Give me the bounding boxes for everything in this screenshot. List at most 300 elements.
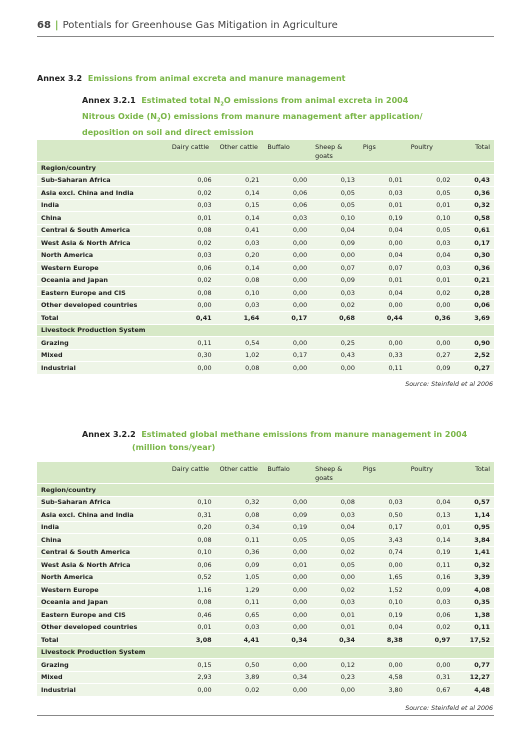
row-label: Total [37, 312, 168, 325]
cell-value: 0,11 [454, 621, 494, 634]
cell-value: 0,00 [263, 584, 311, 597]
cell-value: 0,14 [407, 534, 455, 547]
cell-value: 0,00 [263, 174, 311, 187]
cell-value: 0,03 [311, 596, 359, 609]
cell-value: 0,00 [311, 571, 359, 584]
cell-value: 0,31 [407, 671, 455, 684]
cell-value: 0,09 [263, 509, 311, 522]
cell-value: 1,14 [454, 509, 494, 522]
cell-value: 0,00 [263, 659, 311, 672]
cell-value: 0,15 [168, 659, 216, 672]
cell-value: 0,07 [359, 262, 407, 275]
cell-value: 0,65 [216, 609, 264, 622]
table1-title-l2-sub: 2 [156, 117, 161, 124]
cell-value: 0,28 [454, 287, 494, 300]
cell-value: 0,10 [168, 496, 216, 509]
cell-value: 0,06 [454, 299, 494, 312]
table-row [37, 571, 494, 584]
cell-value: 0,00 [263, 621, 311, 634]
header-row [37, 462, 494, 484]
cell-value: 0,05 [311, 187, 359, 200]
cell-value: 0,09 [407, 362, 455, 375]
table-row [37, 312, 494, 325]
table1 [37, 140, 494, 375]
cell-value: 0,01 [168, 212, 216, 225]
footer-rule [37, 715, 494, 716]
cell-value: 0,30 [168, 349, 216, 362]
row-label: Western Europe [37, 262, 168, 275]
cell-value: 0,30 [454, 249, 494, 262]
cell-value: 0,08 [216, 274, 264, 287]
row-label: North America [37, 249, 168, 262]
cell-value: 0,34 [263, 634, 311, 647]
cell-value: 0,03 [216, 299, 264, 312]
cell-value: 0,00 [359, 559, 407, 572]
header-separator: | [54, 20, 59, 31]
cell-value: 0,34 [216, 521, 264, 534]
row-label: Oceania and Japan [37, 274, 168, 287]
cell-value: 3,80 [359, 684, 407, 697]
column-header: Buffalo [263, 462, 311, 484]
cell-value: 8,38 [359, 634, 407, 647]
cell-value: 0,02 [407, 621, 455, 634]
table-row [37, 237, 494, 250]
cell-value: 0,04 [359, 621, 407, 634]
cell-value: 0,95 [454, 521, 494, 534]
cell-value: 0,06 [168, 559, 216, 572]
cell-value: 0,05 [407, 224, 455, 237]
cell-value: 0,12 [311, 659, 359, 672]
cell-value: 0,08 [168, 224, 216, 237]
cell-value: 0,00 [263, 299, 311, 312]
cell-value: 0,03 [359, 496, 407, 509]
cell-value: 1,05 [216, 571, 264, 584]
table-row [37, 337, 494, 350]
header-corner [37, 140, 168, 162]
table-row [37, 262, 494, 275]
row-label: Grazing [37, 659, 168, 672]
cell-value: 0,20 [168, 521, 216, 534]
row-label: Grazing [37, 337, 168, 350]
page-header [37, 20, 338, 31]
cell-value: 0,33 [359, 349, 407, 362]
annex-number: Annex 3.2 [37, 74, 83, 83]
table-row [37, 287, 494, 300]
cell-value: 0,27 [454, 362, 494, 375]
table1-title [82, 95, 423, 140]
cell-value: 0,03 [407, 596, 455, 609]
cell-value: 3,39 [454, 571, 494, 584]
cell-value: 0,08 [168, 534, 216, 547]
column-header: Other cattle [216, 140, 264, 162]
cell-value: 0,32 [216, 496, 264, 509]
annex-heading [37, 74, 345, 83]
cell-value: 0,17 [263, 349, 311, 362]
column-header: Poultry [407, 462, 455, 484]
cell-value: 0,00 [263, 496, 311, 509]
table2-title [82, 429, 467, 454]
cell-value: 1,29 [216, 584, 264, 597]
cell-value: 0,05 [263, 534, 311, 547]
cell-value: 0,00 [263, 249, 311, 262]
cell-value: 0,11 [216, 534, 264, 547]
cell-value: 0,23 [311, 671, 359, 684]
cell-value: 0,00 [263, 224, 311, 237]
cell-value: 1,52 [359, 584, 407, 597]
cell-value: 0,17 [359, 521, 407, 534]
cell-value: 4,08 [454, 584, 494, 597]
cell-value: 0,00 [263, 684, 311, 697]
cell-value: 0,00 [263, 287, 311, 300]
cell-value: 0,34 [263, 671, 311, 684]
cell-value: 0,19 [359, 212, 407, 225]
table1-number: Annex 3.2.1 [82, 96, 136, 105]
table-row [37, 187, 494, 200]
column-header: Sheep & goats [311, 140, 359, 162]
cell-value: 0,08 [216, 362, 264, 375]
row-label: Industrial [37, 362, 168, 375]
cell-value: 0,14 [216, 212, 264, 225]
cell-value: 0,32 [454, 199, 494, 212]
cell-value: 0,41 [216, 224, 264, 237]
header-corner [37, 462, 168, 484]
row-label: Eastern Europe and CIS [37, 287, 168, 300]
cell-value: 0,00 [263, 596, 311, 609]
cell-value: 0,09 [311, 237, 359, 250]
cell-value: 0,11 [168, 337, 216, 350]
cell-value: 3,89 [216, 671, 264, 684]
row-label: Other developed countries [37, 621, 168, 634]
cell-value: 0,44 [359, 312, 407, 325]
cell-value: 0,00 [407, 299, 455, 312]
column-header: Dairy cattle [168, 462, 216, 484]
table2-source: Source: Steinfeld et al 2006 [405, 705, 493, 712]
cell-value: 0,01 [359, 199, 407, 212]
table2-title-l1: Estimated global methane emissions from manure management in 2004 [141, 430, 468, 439]
cell-value: 12,27 [454, 671, 494, 684]
cell-value: 4,41 [216, 634, 264, 647]
column-header: Pigs [359, 462, 407, 484]
section-label: Region/country [37, 484, 494, 497]
cell-value: 0,03 [168, 199, 216, 212]
page-number: 68 [37, 20, 51, 31]
cell-value: 0,19 [263, 521, 311, 534]
cell-value: 1,02 [216, 349, 264, 362]
cell-value: 0,36 [454, 262, 494, 275]
row-label: Mixed [37, 671, 168, 684]
cell-value: 0,01 [407, 521, 455, 534]
row-label: China [37, 212, 168, 225]
cell-value: 0,08 [216, 509, 264, 522]
cell-value: 3,43 [359, 534, 407, 547]
cell-value: 0,09 [311, 274, 359, 287]
row-label: Central & South America [37, 546, 168, 559]
cell-value: 0,10 [407, 212, 455, 225]
section-label: Livestock Production System [37, 646, 494, 659]
table-row [37, 249, 494, 262]
row-label: West Asia & North Africa [37, 559, 168, 572]
cell-value: 0,36 [407, 312, 455, 325]
cell-value: 0,50 [359, 509, 407, 522]
cell-value: 0,16 [407, 571, 455, 584]
cell-value: 0,09 [216, 559, 264, 572]
cell-value: 0,25 [311, 337, 359, 350]
cell-value: 0,02 [407, 287, 455, 300]
cell-value: 0,06 [263, 199, 311, 212]
cell-value: 0,03 [216, 621, 264, 634]
table-row [37, 224, 494, 237]
cell-value: 0,00 [263, 237, 311, 250]
cell-value: 0,27 [407, 349, 455, 362]
cell-value: 4,48 [454, 684, 494, 697]
table2-title-l2: (million tons/year) [132, 442, 216, 452]
cell-value: 0,04 [407, 496, 455, 509]
cell-value: 3,08 [168, 634, 216, 647]
cell-value: 0,00 [263, 362, 311, 375]
cell-value: 0,34 [311, 634, 359, 647]
cell-value: 0,11 [359, 362, 407, 375]
cell-value: 0,05 [311, 534, 359, 547]
table-row [37, 684, 494, 697]
table1-title-l3: deposition on soil and direct emission [82, 128, 254, 138]
row-label: Other developed countries [37, 299, 168, 312]
cell-value: 0,50 [216, 659, 264, 672]
cell-value: 0,41 [168, 312, 216, 325]
cell-value: 0,00 [359, 299, 407, 312]
column-header: Dairy cattle [168, 140, 216, 162]
cell-value: 0,74 [359, 546, 407, 559]
cell-value: 0,02 [168, 274, 216, 287]
cell-value: 0,01 [407, 274, 455, 287]
cell-value: 0,17 [263, 312, 311, 325]
table-row [37, 559, 494, 572]
cell-value: 0,00 [168, 362, 216, 375]
cell-value: 0,19 [359, 609, 407, 622]
cell-value: 0,35 [454, 596, 494, 609]
cell-value: 0,32 [454, 559, 494, 572]
row-label: North America [37, 571, 168, 584]
column-header: Sheep & goats [311, 462, 359, 484]
cell-value: 0,54 [216, 337, 264, 350]
cell-value: 0,00 [263, 274, 311, 287]
section-row [37, 484, 494, 497]
table-row [37, 212, 494, 225]
cell-value: 0,52 [168, 571, 216, 584]
annex-title: Emissions from animal excreta and manure management [87, 74, 346, 83]
cell-value: 0,02 [407, 174, 455, 187]
cell-value: 0,00 [263, 337, 311, 350]
cell-value: 0,06 [168, 262, 216, 275]
cell-value: 0,03 [168, 249, 216, 262]
row-label: Eastern Europe and CIS [37, 609, 168, 622]
cell-value: 3,69 [454, 312, 494, 325]
cell-value: 0,11 [216, 596, 264, 609]
cell-value: 0,06 [407, 609, 455, 622]
table2 [37, 462, 494, 697]
table1-source: Source: Steinfeld et al 2006 [405, 381, 493, 388]
cell-value: 0,15 [216, 199, 264, 212]
table-row [37, 621, 494, 634]
cell-value: 0,04 [407, 249, 455, 262]
cell-value: 0,08 [311, 496, 359, 509]
cell-value: 0,00 [311, 684, 359, 697]
cell-value: 0,90 [454, 337, 494, 350]
table-row [37, 509, 494, 522]
cell-value: 0,01 [311, 609, 359, 622]
cell-value: 0,03 [311, 287, 359, 300]
cell-value: 0,10 [359, 596, 407, 609]
section-row [37, 646, 494, 659]
cell-value: 0,21 [454, 274, 494, 287]
row-label: Asia excl. China and India [37, 187, 168, 200]
cell-value: 0,09 [407, 584, 455, 597]
cell-value: 0,01 [407, 199, 455, 212]
cell-value: 0,46 [168, 609, 216, 622]
cell-value: 0,68 [311, 312, 359, 325]
cell-value: 0,08 [168, 596, 216, 609]
cell-value: 0,21 [216, 174, 264, 187]
cell-value: 0,05 [311, 199, 359, 212]
table-row [37, 274, 494, 287]
cell-value: 2,93 [168, 671, 216, 684]
cell-value: 0,19 [407, 546, 455, 559]
cell-value: 0,02 [311, 546, 359, 559]
table-row [37, 609, 494, 622]
row-label: Mixed [37, 349, 168, 362]
cell-value: 0,03 [216, 237, 264, 250]
cell-value: 0,77 [454, 659, 494, 672]
cell-value: 0,02 [311, 299, 359, 312]
table1-title-l2a: Nitrous Oxide (N [82, 112, 157, 122]
cell-value: 0,10 [168, 546, 216, 559]
cell-value: 0,00 [311, 249, 359, 262]
cell-value: 0,03 [263, 212, 311, 225]
cell-value: 0,14 [216, 262, 264, 275]
row-label: Industrial [37, 684, 168, 697]
table-row [37, 634, 494, 647]
cell-value: 0,00 [263, 571, 311, 584]
table-row [37, 199, 494, 212]
cell-value: 3,84 [454, 534, 494, 547]
cell-value: 0,20 [216, 249, 264, 262]
section-row [37, 324, 494, 337]
cell-value: 0,00 [359, 659, 407, 672]
row-label: Oceania and Japan [37, 596, 168, 609]
cell-value: 0,04 [359, 224, 407, 237]
cell-value: 0,36 [216, 546, 264, 559]
cell-value: 4,58 [359, 671, 407, 684]
cell-value: 2,52 [454, 349, 494, 362]
table1-title-l2b: O) emissions from manure management after application/ [160, 112, 423, 122]
row-label: Sub-Saharan Africa [37, 174, 168, 187]
row-label: India [37, 199, 168, 212]
cell-value: 1,41 [454, 546, 494, 559]
table-row [37, 546, 494, 559]
table-row [37, 299, 494, 312]
cell-value: 0,43 [454, 174, 494, 187]
table-row [37, 362, 494, 375]
table-row [37, 584, 494, 597]
column-header: Other cattle [216, 462, 264, 484]
cell-value: 0,02 [168, 237, 216, 250]
cell-value: 0,11 [407, 559, 455, 572]
cell-value: 0,04 [359, 287, 407, 300]
row-label: China [37, 534, 168, 547]
table2-number: Annex 3.2.2 [82, 430, 136, 439]
cell-value: 0,97 [407, 634, 455, 647]
cell-value: 0,13 [311, 174, 359, 187]
cell-value: 0,57 [454, 496, 494, 509]
table-row [37, 496, 494, 509]
cell-value: 0,01 [263, 559, 311, 572]
table-row [37, 671, 494, 684]
cell-value: 0,05 [311, 559, 359, 572]
cell-value: 0,02 [311, 584, 359, 597]
section-row [37, 162, 494, 175]
cell-value: 0,14 [216, 187, 264, 200]
cell-value: 0,00 [407, 659, 455, 672]
column-header: Buffalo [263, 140, 311, 162]
row-label: West Asia & North Africa [37, 237, 168, 250]
cell-value: 17,52 [454, 634, 494, 647]
cell-value: 0,10 [216, 287, 264, 300]
cell-value: 0,03 [407, 237, 455, 250]
column-header: Poultry [407, 140, 455, 162]
cell-value: 0,00 [407, 337, 455, 350]
row-label: Asia excl. China and India [37, 509, 168, 522]
cell-value: 0,06 [263, 187, 311, 200]
cell-value: 0,03 [311, 509, 359, 522]
cell-value: 0,17 [454, 237, 494, 250]
cell-value: 0,00 [168, 299, 216, 312]
cell-value: 0,43 [311, 349, 359, 362]
cell-value: 0,00 [311, 362, 359, 375]
cell-value: 1,64 [216, 312, 264, 325]
row-label: Central & South America [37, 224, 168, 237]
header-rule [37, 36, 494, 37]
cell-value: 0,07 [311, 262, 359, 275]
cell-value: 1,16 [168, 584, 216, 597]
column-header: Total [454, 462, 494, 484]
cell-value: 0,00 [359, 237, 407, 250]
cell-value: 0,08 [168, 287, 216, 300]
cell-value: 0,00 [263, 546, 311, 559]
cell-value: 0,01 [311, 621, 359, 634]
cell-value: 0,58 [454, 212, 494, 225]
cell-value: 0,03 [407, 262, 455, 275]
table1-title-l1-sub: 2 [220, 101, 224, 108]
cell-value: 0,01 [359, 274, 407, 287]
cell-value: 0,02 [216, 684, 264, 697]
cell-value: 0,00 [359, 337, 407, 350]
table1-title-l1b: O emissions from animal excreta in 2004 [223, 96, 409, 105]
cell-value: 0,61 [454, 224, 494, 237]
table-row [37, 521, 494, 534]
cell-value: 0,00 [168, 684, 216, 697]
table-row [37, 174, 494, 187]
cell-value: 0,01 [359, 174, 407, 187]
table1-title-l1a: Estimated total N [141, 96, 221, 105]
cell-value: 0,04 [311, 224, 359, 237]
cell-value: 0,06 [168, 174, 216, 187]
cell-value: 0,36 [454, 187, 494, 200]
table-row [37, 659, 494, 672]
cell-value: 1,65 [359, 571, 407, 584]
row-label: Total [37, 634, 168, 647]
cell-value: 0,03 [359, 187, 407, 200]
cell-value: 0,04 [311, 521, 359, 534]
row-label: Western Europe [37, 584, 168, 597]
